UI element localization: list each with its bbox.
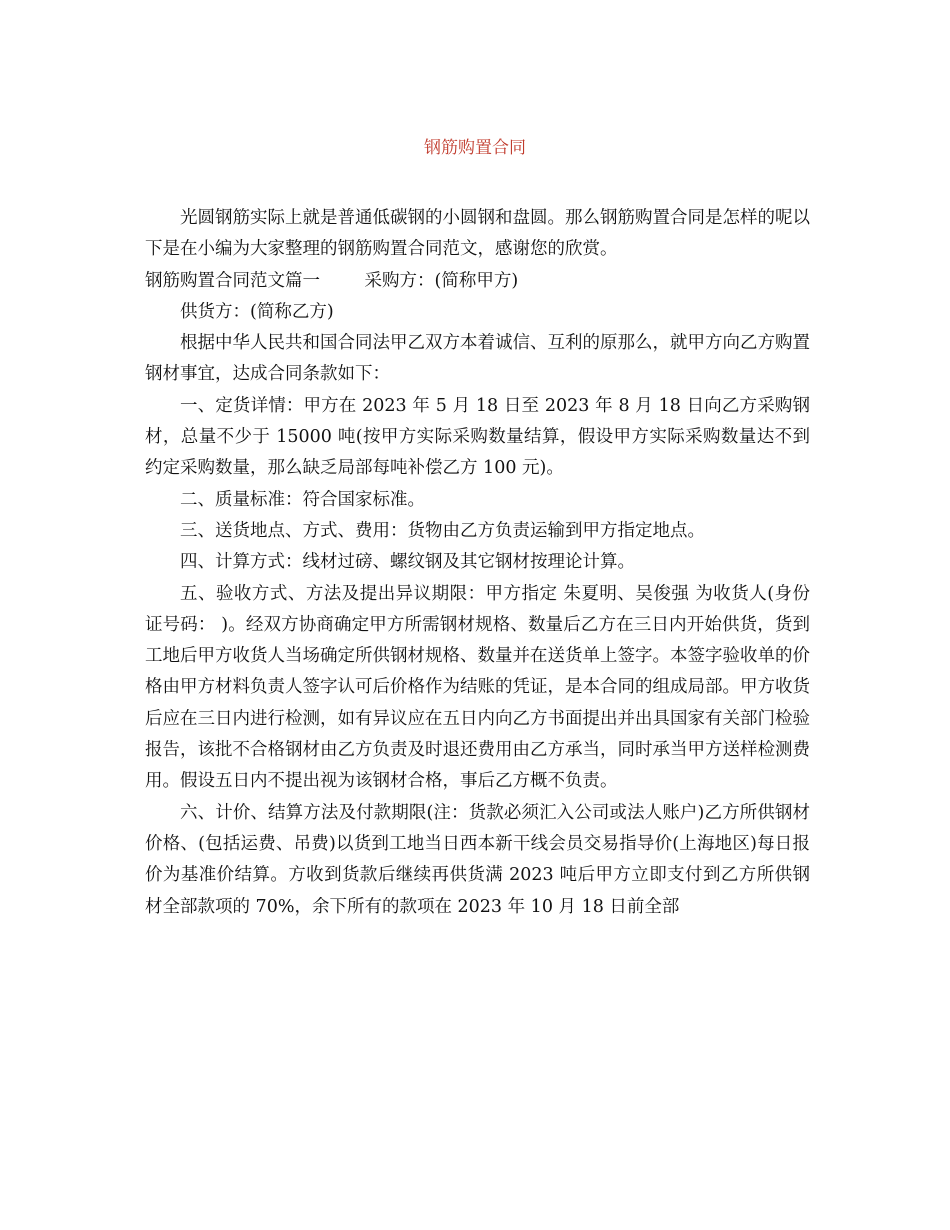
paragraph-clause-5: 五、验收方式、方法及提出异议期限：甲方指定 朱夏明、吴俊强 为收货人(身份证号码： )。经双方协商确定甲方所需钢材规格、数量后乙方在三日内开始供货，货到工地后甲方收货人当场确定所供钢材规格、数量并在送货单上签字。本签字验收单的价格由甲方材料负责人签字认可后价格作为结账的凭证，是本合同的组成局部。甲方收货后应在三日内进行检测，如有异议应在五日内向乙方书面提出并出具国家有关部门检验报告，该批不合格钢材由乙方负责及时退还费用由乙方承当，同时承当甲方送样检测费用。假设五日内不提出视为该钢材合格，事后乙方概不负责。 [145, 583, 810, 792]
paragraph-section-heading: 钢筋购置合同范文篇一 采购方：(简称甲方) [145, 270, 519, 291]
document-title: 钢筋购置合同 [424, 138, 526, 158]
document-body [145, 203, 810, 923]
paragraph-clause-4: 四、计算方式：线材过磅、螺纹钢及其它钢材按理论计算。 [180, 552, 635, 573]
paragraph-intro: 光圆钢筋实际上就是普通低碳钢的小圆钢和盘圆。那么钢筋购置合同是怎样的呢以下是在小编为大家整理的钢筋购置合同范文，感谢您的欣赏。 [145, 208, 810, 260]
paragraph-clause-1: 一、定货详情：甲方在 2023 年 5 月 18 日至 2023 年 8 月 18 日向乙方采购钢材，总量不少于 15000 吨(按甲方实际采购数量结算，假设甲方实际采购数量达不到约定采购数量，那么缺乏局部每吨补偿乙方 100 元)。 [145, 395, 810, 479]
paragraph-clause-2: 二、质量标准：符合国家标准。 [180, 489, 425, 510]
paragraph-clause-3: 三、送货地点、方式、费用：货物由乙方负责运输到甲方指定地点。 [180, 520, 705, 541]
paragraph-supplier: 供货方：(简称乙方) [180, 301, 334, 322]
paragraph-clause-6: 六、计价、结算方法及付款期限(注：货款必须汇入公司或法人账户)乙方所供钢材价格、(包括运费、吊费)以货到工地当日西本新干线会员交易指导价(上海地区)每日报价为基准价结算。方收到货款后继续再供货满 2023 吨后甲方立即支付到乙方所供钢材全部款项的 70%，余下所有的款项在 2023 年 10 月 18 日前全部 [145, 802, 810, 917]
paragraph-preamble: 根据中华人民共和国合同法甲乙双方本着诚信、互利的原那么，就甲方向乙方购置钢材事宜，达成合同条款如下： [145, 333, 810, 385]
